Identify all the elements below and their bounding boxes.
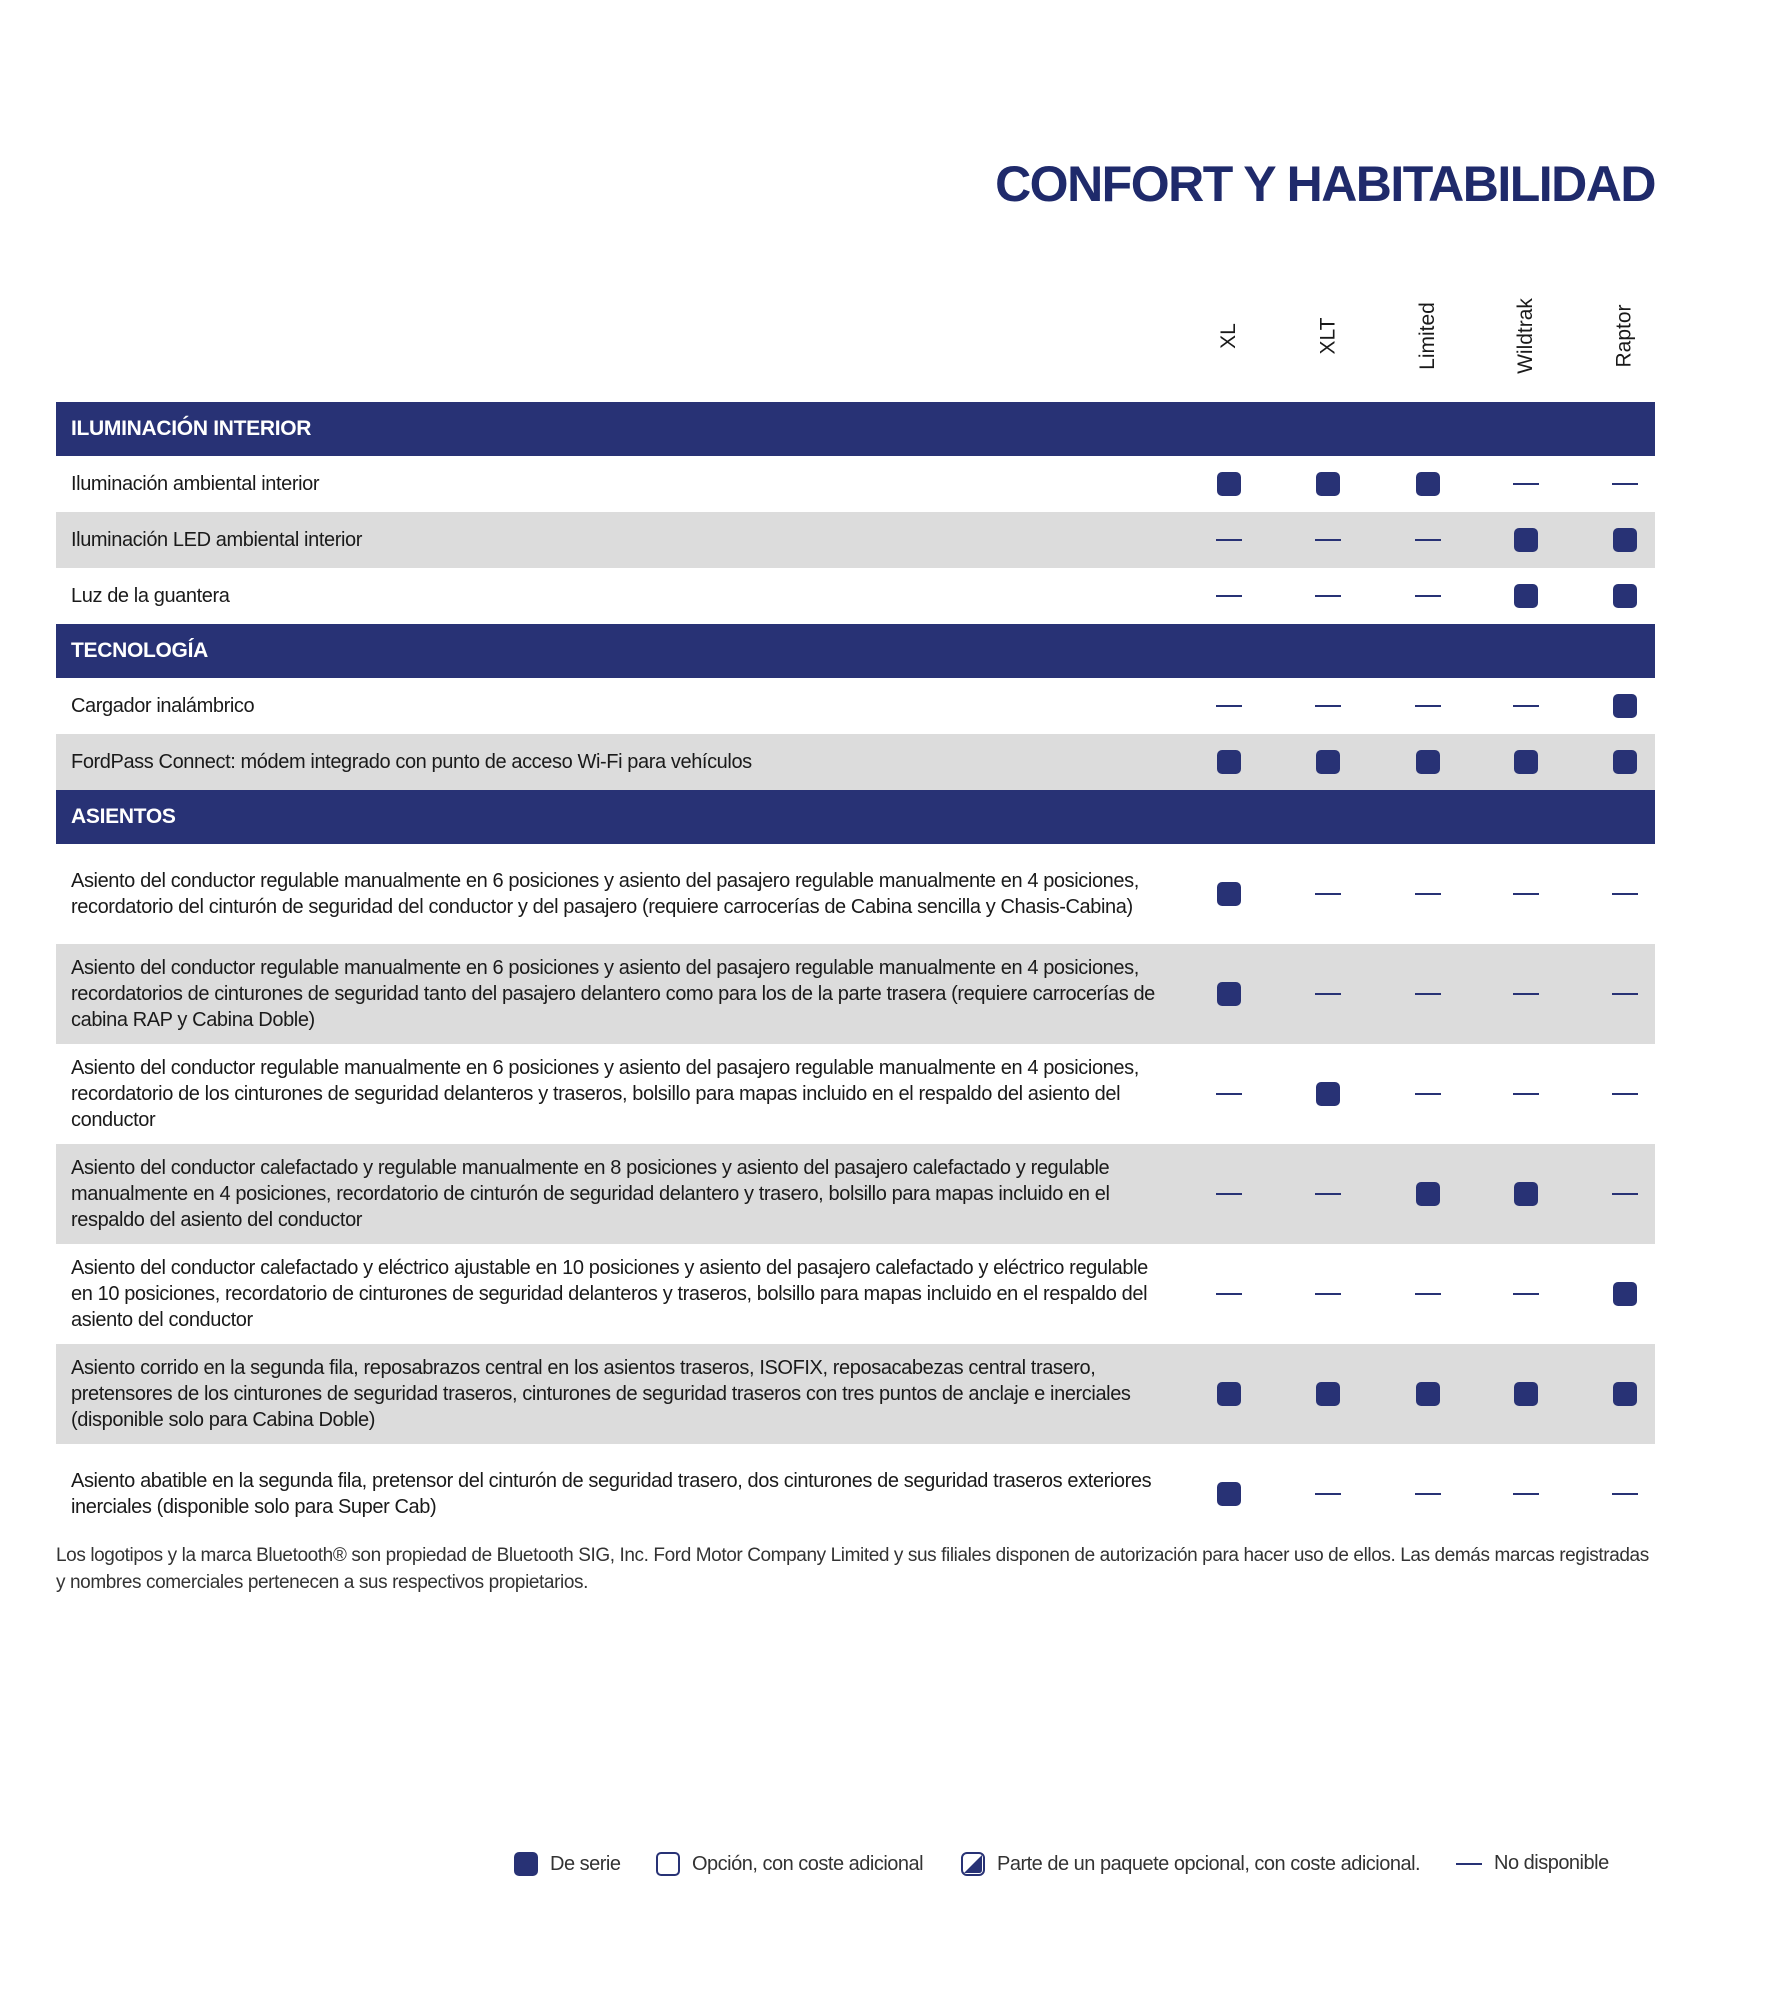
table-row: [56, 1244, 1655, 1344]
standard-square-icon: [1613, 750, 1637, 774]
cell-wildtrak: [1506, 1344, 1546, 1444]
standard-square-icon: [1613, 1282, 1637, 1306]
feature-label: Asiento abatible en la segunda fila, pretensor del cinturón de seguridad trasero, dos cinturones de seguridad traseros exteriores inerciales (disponible solo para Super Cab): [71, 1470, 1152, 1518]
cell-limited: [1408, 944, 1448, 1044]
feature-label: FordPass Connect: módem integrado con punto de acceso Wi-Fi para vehículos: [71, 751, 752, 773]
page-title: CONFORT Y HABITABILIDAD: [995, 156, 1655, 212]
dash-icon: [1415, 993, 1441, 995]
dash-icon: [1612, 1193, 1638, 1195]
dash-icon: [1216, 1193, 1242, 1195]
cell-wildtrak: [1506, 678, 1546, 734]
section-header-asientos: ASIENTOS: [56, 790, 1655, 844]
cell-raptor: [1605, 1244, 1645, 1344]
dash-icon: [1315, 1293, 1341, 1295]
standard-square-icon: [1514, 750, 1538, 774]
cell-raptor: [1605, 734, 1645, 790]
cell-raptor: [1605, 568, 1645, 624]
dash-icon: [1513, 893, 1539, 895]
cell-xlt: [1308, 568, 1348, 624]
feature-label: Asiento del conductor calefactado y eléctrico ajustable en 10 posiciones y asiento del pasajero calefactado y eléctrico regulable en 10 posiciones, recordatorio de cinturones de seguridad delanteros y traseros, bolsillo para mapas incluido en el respaldo del asiento del conductor: [71, 1257, 1148, 1331]
feature-label: Cargador inalámbrico: [71, 695, 255, 717]
footnote: Los logotipos y la marca Bluetooth® son propiedad de Bluetooth SIG, Inc. Ford Motor Company Limited y sus filiales disponen de autorización para hacer uso de ellos. Las demás marcas registradas y nombres comerciales pertenecen a sus respectivos propietarios.: [56, 1545, 1649, 1593]
cell-xl: [1209, 734, 1249, 790]
table-row: [56, 568, 1655, 624]
trim-header-raptor: Raptor: [1613, 304, 1636, 368]
standard-square-icon: [1217, 882, 1241, 906]
cell-raptor: [1605, 1044, 1645, 1144]
cell-wildtrak: [1506, 568, 1546, 624]
standard-square-icon: [1217, 982, 1241, 1006]
feature-label: Asiento corrido en la segunda fila, reposabrazos central en los asientos traseros, ISOFIX, reposacabezas central trasero, pretensores de los cinturones de seguridad traseros, cinturones de seguridad traseros con tres puntos de anclaje e inerciales (disponible solo para Cabina Doble): [71, 1357, 1131, 1431]
standard-square-icon: [1217, 472, 1241, 496]
cell-limited: [1408, 568, 1448, 624]
cell-limited: [1408, 1444, 1448, 1544]
cell-xl: [1209, 568, 1249, 624]
standard-square-icon: [1316, 1082, 1340, 1106]
standard-square-icon: [1316, 472, 1340, 496]
cell-xlt: [1308, 844, 1348, 944]
standard-square-icon: [1416, 750, 1440, 774]
dash-icon: [1216, 705, 1242, 707]
cell-limited: [1408, 678, 1448, 734]
standard-square-icon: [1416, 472, 1440, 496]
table-row: [56, 456, 1655, 512]
cell-xl: [1209, 844, 1249, 944]
cell-raptor: [1605, 844, 1645, 944]
cell-limited: [1408, 1144, 1448, 1244]
standard-square-icon: [1416, 1182, 1440, 1206]
dash-icon: [1216, 595, 1242, 597]
dash-icon: [1612, 483, 1638, 485]
cell-raptor: [1605, 944, 1645, 1044]
cell-xl: [1209, 1444, 1249, 1544]
optional-outline-square-icon: [656, 1852, 680, 1876]
cell-wildtrak: [1506, 1144, 1546, 1244]
feature-label: Luz de la guantera: [71, 585, 230, 607]
dash-icon: [1612, 893, 1638, 895]
cell-limited: [1408, 512, 1448, 568]
trim-header-xlt: XLT: [1316, 317, 1339, 355]
dash-icon: [1315, 893, 1341, 895]
legend-standard: De serie: [514, 1852, 620, 1876]
standard-square-icon: [1217, 1382, 1241, 1406]
feature-label: Asiento del conductor regulable manualmente en 6 posiciones y asiento del pasajero regulable manualmente en 4 posiciones, recordatorio de los cinturones de seguridad delanteros y traseros, bolsillo para mapas incluido en el respaldo del asiento del conductor: [71, 1057, 1139, 1131]
cell-xl: [1209, 456, 1249, 512]
package-half-square-icon: [961, 1852, 985, 1876]
standard-square-icon: [514, 1852, 538, 1876]
dash-icon: [1315, 539, 1341, 541]
standard-square-icon: [1613, 694, 1637, 718]
cell-wildtrak: [1506, 1444, 1546, 1544]
dash-icon: [1415, 705, 1441, 707]
cell-wildtrak: [1506, 734, 1546, 790]
dash-icon: [1612, 993, 1638, 995]
cell-xlt: [1308, 734, 1348, 790]
trim-header-limited: Limited: [1416, 302, 1440, 370]
table-row: [56, 734, 1655, 790]
dash-icon: [1513, 993, 1539, 995]
feature-label: Iluminación LED ambiental interior: [71, 529, 362, 551]
dash-icon: [1456, 1863, 1482, 1865]
cell-xlt: [1308, 1044, 1348, 1144]
table-row: [56, 678, 1655, 734]
cell-xl: [1209, 1144, 1249, 1244]
legend-package: Parte de un paquete opcional, con coste adicional.: [961, 1852, 1420, 1876]
feature-label: Asiento del conductor calefactado y regulable manualmente en 8 posiciones y asiento del pasajero calefactado y regulable manualmente en 4 posiciones, recordatorio de cinturón de seguridad delantero y trasero, bolsillo para mapas incluido en el respaldo del asiento del conductor: [71, 1157, 1110, 1231]
standard-square-icon: [1316, 750, 1340, 774]
dash-icon: [1513, 1293, 1539, 1295]
table-row: [56, 1044, 1655, 1144]
cell-wildtrak: [1506, 944, 1546, 1044]
legend-optional: Opción, con coste adicional: [656, 1852, 923, 1876]
standard-square-icon: [1514, 1182, 1538, 1206]
cell-raptor: [1605, 678, 1645, 734]
cell-wildtrak: [1506, 844, 1546, 944]
cell-limited: [1408, 456, 1448, 512]
dash-icon: [1415, 1293, 1441, 1295]
dash-icon: [1315, 595, 1341, 597]
dash-icon: [1513, 1493, 1539, 1495]
cell-xlt: [1308, 1444, 1348, 1544]
dash-icon: [1513, 705, 1539, 707]
cell-wildtrak: [1506, 456, 1546, 512]
table-row: [56, 512, 1655, 568]
dash-icon: [1612, 1493, 1638, 1495]
table-row: [56, 844, 1655, 944]
dash-icon: [1315, 1193, 1341, 1195]
cell-raptor: [1605, 512, 1645, 568]
dash-icon: [1315, 705, 1341, 707]
dash-icon: [1216, 539, 1242, 541]
feature-label: Asiento del conductor regulable manualmente en 6 posiciones y asiento del pasajero regulable manualmente en 4 posiciones, recordatorio del cinturón de seguridad del conductor y del pasajero (requiere carrocerías de Cabina sencilla y Chasis-Cabina): [71, 870, 1139, 918]
table-row: [56, 1444, 1655, 1544]
cell-xlt: [1308, 1244, 1348, 1344]
dash-icon: [1415, 539, 1441, 541]
cell-wildtrak: [1506, 1044, 1546, 1144]
dash-icon: [1513, 483, 1539, 485]
cell-xl: [1209, 1244, 1249, 1344]
cell-raptor: [1605, 1344, 1645, 1444]
trim-header-wildtrak: Wildtrak: [1514, 298, 1537, 374]
cell-xlt: [1308, 512, 1348, 568]
legend: [0, 1852, 1779, 1888]
section-header-tecnologia: TECNOLOGÍA: [56, 624, 1655, 678]
dash-icon: [1612, 1093, 1638, 1095]
cell-xlt: [1308, 1144, 1348, 1244]
dash-icon: [1315, 1493, 1341, 1495]
cell-limited: [1408, 1244, 1448, 1344]
cell-limited: [1408, 734, 1448, 790]
standard-square-icon: [1217, 750, 1241, 774]
cell-xl: [1209, 1044, 1249, 1144]
spec-table: [56, 402, 1655, 1544]
dash-icon: [1513, 1093, 1539, 1095]
dash-icon: [1415, 595, 1441, 597]
standard-square-icon: [1613, 1382, 1637, 1406]
cell-xl: [1209, 1344, 1249, 1444]
cell-xl: [1209, 678, 1249, 734]
section-header-iluminacion-interior: ILUMINACIÓN INTERIOR: [56, 402, 1655, 456]
cell-limited: [1408, 844, 1448, 944]
table-row: [56, 944, 1655, 1044]
standard-square-icon: [1514, 584, 1538, 608]
dash-icon: [1216, 1293, 1242, 1295]
dash-icon: [1216, 1093, 1242, 1095]
trim-header-xl: XL: [1217, 323, 1240, 349]
standard-square-icon: [1514, 1382, 1538, 1406]
standard-square-icon: [1514, 528, 1538, 552]
cell-raptor: [1605, 1444, 1645, 1544]
dash-icon: [1415, 893, 1441, 895]
cell-limited: [1408, 1044, 1448, 1144]
cell-raptor: [1605, 456, 1645, 512]
standard-square-icon: [1316, 1382, 1340, 1406]
feature-label: Iluminación ambiental interior: [71, 473, 320, 495]
cell-xlt: [1308, 456, 1348, 512]
cell-wildtrak: [1506, 1244, 1546, 1344]
dash-icon: [1415, 1493, 1441, 1495]
table-row: [56, 1144, 1655, 1244]
cell-xl: [1209, 512, 1249, 568]
cell-xlt: [1308, 1344, 1348, 1444]
cell-raptor: [1605, 1144, 1645, 1244]
standard-square-icon: [1217, 1482, 1241, 1506]
cell-limited: [1408, 1344, 1448, 1444]
cell-xlt: [1308, 944, 1348, 1044]
legend-not-available: No disponible: [1456, 1852, 1609, 1875]
dash-icon: [1415, 1093, 1441, 1095]
standard-square-icon: [1613, 528, 1637, 552]
standard-square-icon: [1416, 1382, 1440, 1406]
cell-wildtrak: [1506, 512, 1546, 568]
cell-xlt: [1308, 678, 1348, 734]
standard-square-icon: [1613, 584, 1637, 608]
cell-xl: [1209, 944, 1249, 1044]
dash-icon: [1315, 993, 1341, 995]
table-row: [56, 1344, 1655, 1444]
trim-headers: [56, 300, 1655, 400]
feature-label: Asiento del conductor regulable manualmente en 6 posiciones y asiento del pasajero regulable manualmente en 4 posiciones, recordatorios de cinturones de seguridad tanto del pasajero delantero como para los de la parte trasera (requiere carrocerías de cabina RAP y Cabina Doble): [71, 957, 1155, 1031]
